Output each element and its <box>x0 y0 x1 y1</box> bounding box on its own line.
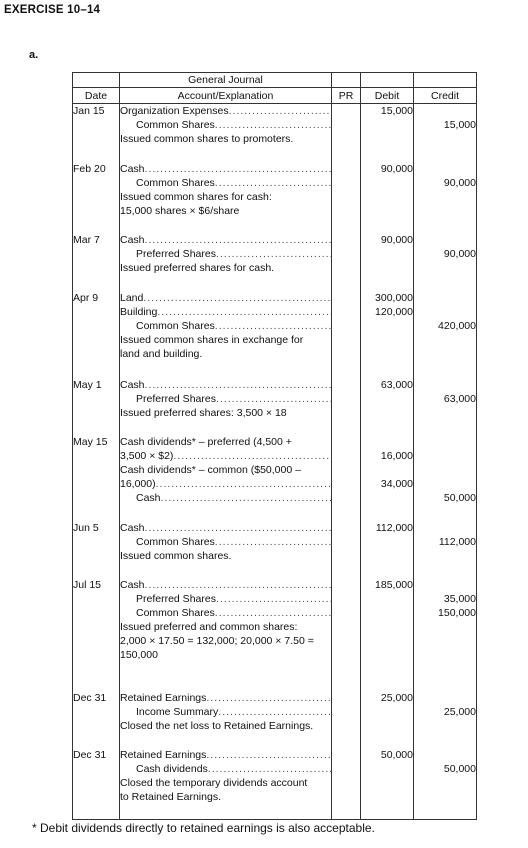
entry-accounts <box>120 104 332 162</box>
entry-pr <box>332 748 361 820</box>
account-name: 16,000) <box>120 477 156 490</box>
credit-amount: 112,000 <box>438 535 476 548</box>
header-blank-left <box>73 73 120 88</box>
entry-date: Dec 31 <box>73 691 120 748</box>
entry-pr <box>332 233 361 291</box>
account-line <box>120 748 331 762</box>
leader-dots <box>145 521 331 535</box>
leader-dots <box>143 291 331 305</box>
account-line <box>120 592 331 606</box>
credit-amount <box>414 378 476 392</box>
entry-accounts <box>120 435 332 521</box>
entry-debits <box>361 521 414 578</box>
entry-date: Jun 5 <box>73 521 120 578</box>
debit-amount <box>361 392 413 406</box>
leader-dots <box>216 592 331 606</box>
journal-entry-row <box>73 691 477 748</box>
account-name: Cash <box>120 578 145 591</box>
entry-accounts <box>120 578 332 691</box>
credit-amount <box>414 104 476 118</box>
entry-date: May 1 <box>73 378 120 435</box>
account-name: Preferred Shares <box>136 392 216 405</box>
entry-date: Mar 7 <box>73 233 120 291</box>
leader-dots <box>229 104 331 118</box>
account-line <box>120 378 331 392</box>
journal-caption: General Journal <box>120 73 332 88</box>
account-name: Cash <box>120 233 145 246</box>
entry-credits <box>414 104 477 162</box>
debit-amount <box>361 606 413 620</box>
entry-credits <box>414 162 477 233</box>
entry-credits <box>414 691 477 748</box>
entry-explanation: Issued common shares in exchange for <box>120 333 304 346</box>
account-name: Cash <box>120 521 145 534</box>
debit-amount <box>361 592 413 606</box>
entry-pr <box>332 104 361 162</box>
leader-dots <box>218 705 331 719</box>
entry-explanation: Issued common shares. <box>120 549 232 562</box>
credit-amount <box>414 463 476 477</box>
debit-amount: 112,000 <box>375 521 413 534</box>
entry-pr <box>332 521 361 578</box>
entry-explanation: Issued preferred and common shares: <box>120 620 298 633</box>
credit-amount: 25,000 <box>443 705 476 718</box>
journal-entry-row <box>73 521 477 578</box>
leader-dots <box>173 449 331 463</box>
account-line <box>120 449 331 463</box>
journal-entry-row <box>73 435 477 521</box>
account-name: Organization Expenses <box>120 105 229 117</box>
credit-amount <box>414 578 476 592</box>
journal-body <box>73 104 477 820</box>
credit-amount <box>414 477 476 491</box>
credit-amount <box>414 748 476 762</box>
account-line <box>120 392 331 406</box>
leader-dots <box>215 535 331 549</box>
account-name: Building <box>120 305 158 318</box>
journal-entry-row <box>73 162 477 233</box>
entry-debits <box>361 104 414 162</box>
account-name: Common Shares <box>136 119 215 131</box>
debit-amount: 15,000 <box>380 105 413 117</box>
debit-amount: 34,000 <box>380 477 413 490</box>
entry-debits <box>361 578 414 691</box>
entry-credits <box>414 748 477 820</box>
part-label: a. <box>29 49 39 61</box>
header-blank-credit <box>414 73 477 88</box>
entry-accounts <box>120 162 332 233</box>
credit-amount <box>414 291 476 305</box>
account-name: Cash <box>136 491 161 504</box>
debit-amount: 25,000 <box>380 691 413 704</box>
account-name: 3,500 × $2) <box>120 449 174 462</box>
account-name: Cash <box>120 162 145 175</box>
credit-amount <box>414 691 476 705</box>
debit-amount: 16,000 <box>380 449 413 462</box>
credit-amount: 420,000 <box>438 319 476 332</box>
credit-amount: 35,000 <box>443 592 476 605</box>
account-name: Cash dividends <box>136 762 208 775</box>
entry-explanation: Issued common shares to promoters. <box>120 133 294 145</box>
entry-explanation: 2,000 × 17.50 = 132,000; 20,000 × 7.50 = <box>120 634 314 647</box>
entry-explanation: Issued preferred shares for cash. <box>120 261 275 274</box>
account-line <box>120 477 331 491</box>
account-name: Retained Earnings <box>120 691 207 704</box>
credit-amount <box>414 435 476 449</box>
entry-pr <box>332 578 361 691</box>
leader-dots <box>157 305 331 319</box>
account-line <box>120 319 331 333</box>
account-line <box>120 291 331 305</box>
credit-amount: 50,000 <box>443 491 476 504</box>
general-journal-table <box>72 72 477 820</box>
date-column-header: Date <box>73 88 120 104</box>
account-line <box>120 705 331 719</box>
leader-dots <box>208 762 331 776</box>
entry-explanation: to Retained Earnings. <box>120 790 221 803</box>
footnote: * Debit dividends directly to retained earnings is also acceptable. <box>32 821 375 835</box>
entry-accounts <box>120 748 332 820</box>
account-name: Common Shares <box>136 319 215 332</box>
leader-dots <box>215 319 331 333</box>
credit-column-header: Credit <box>414 88 477 104</box>
entry-debits <box>361 291 414 378</box>
entry-pr <box>332 378 361 435</box>
leader-dots <box>145 162 331 176</box>
credit-amount: 90,000 <box>443 176 476 189</box>
entry-credits <box>414 233 477 291</box>
journal-entry-row <box>73 104 477 162</box>
account-line <box>120 535 331 549</box>
debit-amount: 300,000 <box>375 291 413 304</box>
entry-debits <box>361 748 414 820</box>
journal-entry-row <box>73 291 477 378</box>
entry-date: Feb 20 <box>73 162 120 233</box>
account-line <box>120 435 331 449</box>
credit-amount <box>414 449 476 463</box>
entry-credits <box>414 435 477 521</box>
leader-dots <box>216 247 331 261</box>
account-name: Common Shares <box>136 535 215 548</box>
entry-date: May 15 <box>73 435 120 521</box>
entry-explanation: Issued common shares for cash: <box>120 190 272 203</box>
account-line <box>120 247 331 261</box>
journal-entry-row <box>73 748 477 820</box>
account-line <box>120 463 331 477</box>
entry-date: Jan 15 <box>73 104 120 162</box>
entry-pr <box>332 691 361 748</box>
entry-accounts <box>120 378 332 435</box>
account-name: Cash <box>120 378 145 391</box>
entry-debits <box>361 691 414 748</box>
account-line <box>120 606 331 620</box>
credit-amount: 15,000 <box>443 119 476 131</box>
entry-accounts <box>120 521 332 578</box>
entry-date: Jul 15 <box>73 578 120 691</box>
entry-pr <box>332 291 361 378</box>
header-blank-pr <box>332 73 361 88</box>
account-name: Preferred Shares <box>136 247 216 260</box>
entry-pr <box>332 162 361 233</box>
leader-dots <box>145 578 331 592</box>
entry-credits <box>414 291 477 378</box>
entry-debits <box>361 233 414 291</box>
entry-accounts <box>120 233 332 291</box>
debit-column-header: Debit <box>361 88 414 104</box>
debit-amount <box>361 247 413 261</box>
journal-entry-row <box>73 578 477 691</box>
entry-pr <box>332 435 361 521</box>
credit-amount <box>414 233 476 247</box>
entry-explanation: Closed the temporary dividends account <box>120 776 308 789</box>
credit-amount <box>414 521 476 535</box>
account-line <box>120 521 331 535</box>
account-line <box>120 162 331 176</box>
debit-amount <box>361 535 413 549</box>
entry-date: Dec 31 <box>73 748 120 820</box>
leader-dots <box>145 233 331 247</box>
credit-amount: 63,000 <box>443 392 476 405</box>
debit-amount <box>361 435 413 449</box>
account-name: Retained Earnings <box>120 748 207 761</box>
account-name: Common Shares <box>136 176 215 189</box>
journal-entry-row <box>73 233 477 291</box>
leader-dots <box>215 176 331 190</box>
debit-amount: 63,000 <box>380 378 413 391</box>
debit-amount <box>361 463 413 477</box>
account-line <box>120 104 331 118</box>
exercise-title: EXERCISE 10–14 <box>4 4 101 16</box>
account-line <box>120 762 331 776</box>
entry-credits <box>414 578 477 691</box>
account-line <box>120 491 331 505</box>
entry-accounts <box>120 691 332 748</box>
account-line <box>120 233 331 247</box>
journal-entry-row <box>73 378 477 435</box>
debit-amount: 90,000 <box>380 233 413 246</box>
debit-amount <box>361 491 413 505</box>
entry-explanation: 15,000 shares × $6/share <box>120 204 240 217</box>
debit-amount <box>361 176 413 190</box>
account-name: Preferred Shares <box>136 592 216 605</box>
account-name: Income Summary <box>136 705 219 718</box>
entry-date: Apr 9 <box>73 291 120 378</box>
entry-accounts <box>120 291 332 378</box>
account-line <box>120 691 331 705</box>
credit-amount: 50,000 <box>443 762 476 775</box>
entry-credits <box>414 521 477 578</box>
entry-explanation: land and building. <box>120 347 203 360</box>
debit-amount: 50,000 <box>380 748 413 761</box>
entry-debits <box>361 162 414 233</box>
account-name: Land <box>120 291 144 304</box>
debit-amount: 185,000 <box>375 578 413 591</box>
account-line <box>120 176 331 190</box>
leader-dots <box>215 606 331 620</box>
entry-debits <box>361 378 414 435</box>
account-line <box>120 578 331 592</box>
debit-amount <box>361 319 413 333</box>
entry-explanation: 150,000 <box>120 648 158 661</box>
account-name: Common Shares <box>136 606 215 619</box>
account-name: Cash dividends* – preferred (4,500 + <box>120 435 292 448</box>
header-blank-debit <box>361 73 414 88</box>
entry-credits <box>414 378 477 435</box>
account-column-header: Account/Explanation <box>120 88 332 104</box>
debit-amount <box>361 118 413 132</box>
debit-amount: 90,000 <box>380 162 413 175</box>
credit-amount <box>414 162 476 176</box>
pr-column-header: PR <box>332 88 361 104</box>
account-name: Cash dividends* – common ($50,000 – <box>120 463 301 476</box>
leader-dots <box>216 392 331 406</box>
credit-amount: 90,000 <box>443 247 476 260</box>
entry-debits <box>361 435 414 521</box>
leader-dots <box>215 118 331 132</box>
leader-dots <box>206 748 331 762</box>
leader-dots <box>156 477 331 491</box>
entry-explanation: Issued preferred shares: 3,500 × 18 <box>120 406 287 419</box>
leader-dots <box>206 691 331 705</box>
leader-dots <box>145 378 331 392</box>
debit-amount <box>361 705 413 719</box>
credit-amount: 150,000 <box>438 606 476 619</box>
entry-explanation: Closed the net loss to Retained Earnings. <box>120 719 314 732</box>
debit-amount: 120,000 <box>375 305 413 318</box>
debit-amount <box>361 762 413 776</box>
account-line <box>120 305 331 319</box>
leader-dots <box>161 491 331 505</box>
credit-amount <box>414 305 476 319</box>
account-line <box>120 118 331 132</box>
